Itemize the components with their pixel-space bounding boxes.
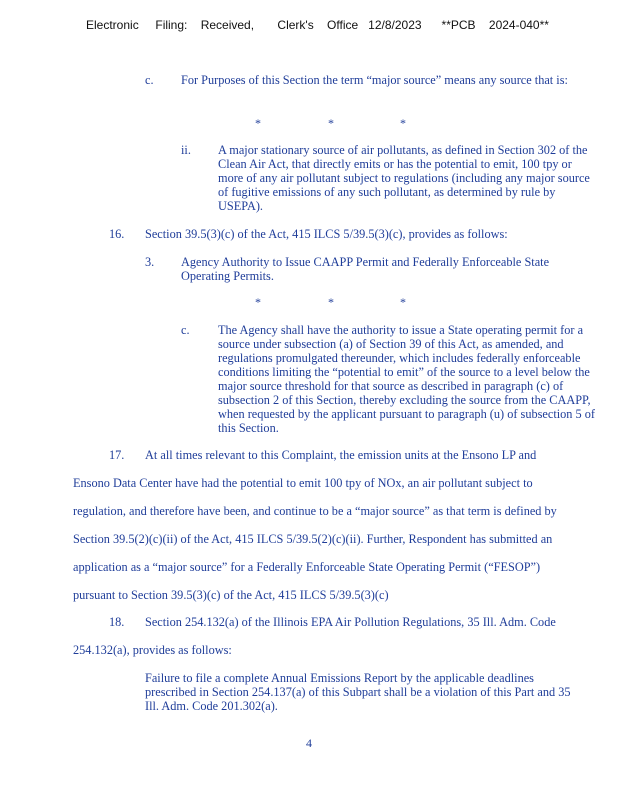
para-18-number: 18. [109, 615, 125, 629]
para-17-line: Section 39.5(2)(c)(ii) of the Act, 415 ILCS 5/39.5(2)(c)(ii). Further, Respondent has submitted an [73, 532, 553, 546]
para-18-line: 254.132(a), provides as follows: [73, 643, 232, 657]
page-number: 4 [306, 736, 312, 750]
star: * [328, 295, 334, 309]
item-3-text: Agency Authority to Issue CAAPP Permit and Federally Enforceable State Operating Permits. [181, 255, 550, 283]
para-16-number: 16. [109, 227, 125, 241]
star: * [400, 116, 406, 130]
block-quote-18: Failure to file a complete Annual Emissions Report by the applicable deadlines prescribed in Section 254.137(a) of this Subpart shall be a violation of this Part and 35 Ill. Adm. Code 201.302(a). [145, 671, 571, 713]
item-c1-label: c. [145, 73, 154, 87]
efiling-header: Electronic Filing: Received, Clerk's Office 12/8/2023 **PCB 2024-040** [86, 18, 549, 32]
para-17-number: 17. [109, 448, 125, 462]
item-ii-text: A major stationary source of air pollutants, as defined in Section 302 of the Clean Air Act, that directly emits or has the potential to emit, 100 tpy or more of any air pollutant subject to regulations (including any major source of fugitive emissions of any such pollutant, as determined by rule by USEPA). [218, 143, 590, 213]
para-17-line: regulation, and therefore have been, and continue to be a “major source” as that term is defined by [73, 504, 557, 518]
star: * [400, 295, 406, 309]
star: * [255, 116, 261, 130]
item-c2-label: c. [181, 323, 190, 337]
star: * [255, 295, 261, 309]
para-17-line: pursuant to Section 39.5(3)(c) of the Act, 415 ILCS 5/39.5(3)(c) [73, 588, 389, 602]
star: * [328, 116, 334, 130]
para-17-line: Ensono Data Center have had the potential to emit 100 tpy of NOx, an air pollutant subject to [73, 476, 533, 490]
para-18-line: Section 254.132(a) of the Illinois EPA Air Pollution Regulations, 35 Ill. Adm. Code [145, 615, 556, 629]
para-17-line: At all times relevant to this Complaint, the emission units at the Ensono LP and [145, 448, 537, 462]
item-3-label: 3. [145, 255, 155, 269]
item-c2-text: The Agency shall have the authority to issue a State operating permit for a source under subsection (a) of Section 39 of this Act, as amended, and regulations promulgated thereunder, which includes federally enforceable conditions limiting the “potential to emit” of the source to a level below the major source threshold for that source as described in paragraph (c) of subsection 2 of this Section, thereby excluding the source from the CAAPP, when requested by the applicant pursuant to paragraph (u) of subsection 5 of this Section. [218, 323, 595, 435]
item-c1-text: For Purposes of this Section the term “major source” means any source that is: [181, 73, 568, 87]
para-16-text: Section 39.5(3)(c) of the Act, 415 ILCS 5/39.5(3)(c), provides as follows: [145, 227, 508, 241]
para-17-line: application as a “major source” for a Federally Enforceable State Operating Permit (“FESOP”) [73, 560, 541, 574]
item-ii-label: ii. [181, 143, 191, 157]
